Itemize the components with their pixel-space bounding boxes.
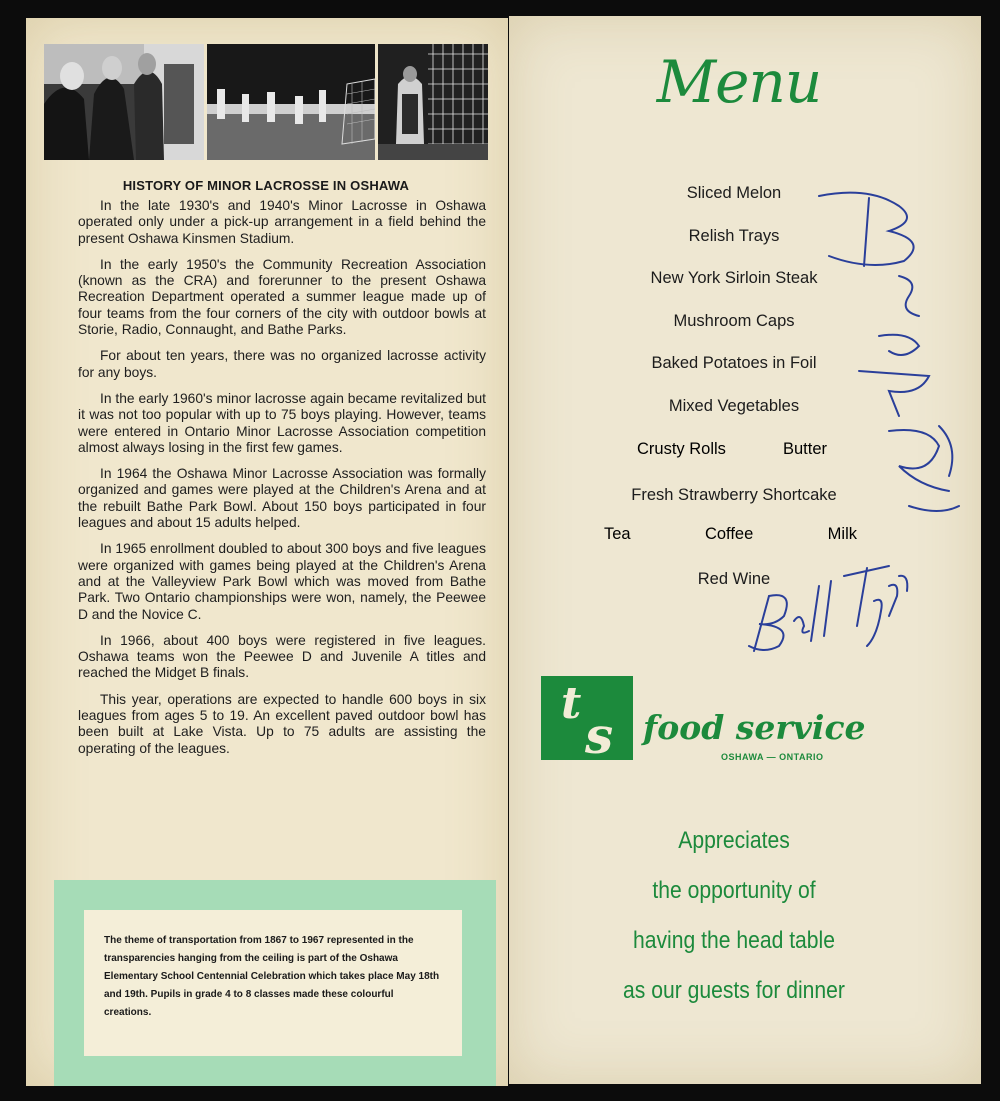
menu-item: Butter <box>782 440 827 458</box>
note-box <box>54 880 496 1086</box>
menu-item: Tea <box>604 525 631 543</box>
history-paragraph: This year, operations are expected to handle 600 boys in six leagues from ages 5 to 19. An excellent paved outdoor bowl has been built at Lake Vista. Up to 75 adults are assisting the operating of the leagues. <box>78 691 486 756</box>
history-paragraph: In 1966, about 400 boys were registered in five leagues. Oshawa teams won the Peewee D and Juvenile A titles and reached the Midget B finals. <box>78 632 486 681</box>
photo-lacrosse-boys <box>44 44 204 160</box>
history-paragraph: In 1964 the Oshawa Minor Lacrosse Association was formally organized and games were played at the Children's Arena and at the rebuilt Bathe Park Bowl. About 150 boys participated in four leagues and about 15 adults helped. <box>78 466 486 531</box>
right-panel <box>509 16 981 1084</box>
photo-goalie-net <box>378 44 488 160</box>
history-paragraph: For about ten years, there was no organized lacrosse activity for any boys. <box>78 348 486 380</box>
history-title: HISTORY OF MINOR LACROSSE IN OSHAWA <box>122 178 410 193</box>
menu-row-drinks <box>604 525 857 544</box>
appreciation-message <box>589 816 879 1016</box>
menu-item: Sliced Melon <box>686 184 782 202</box>
history-paragraph: In the early 1950's the Community Recreation Association (known as the CRA) and forerunner to the present Oshawa Recreation Department operated a summer league made up of four teams from the four corners of the city with outdoor bowls at Storie, Radio, Connaught, and Bathe Parks. <box>78 256 486 338</box>
brand-name: food service <box>643 708 866 747</box>
appreciation-line: the opportunity of <box>652 877 816 904</box>
photo-arena-game <box>207 44 375 160</box>
menu-item: Mushroom Caps <box>673 311 795 330</box>
history-paragraph: In the early 1960's minor lacrosse again became revitalized but it was not too popular with up to 75 boys playing. However, teams were entered in Ontario Minor Lacrosse Association competition almost always losing in the first few games. <box>78 390 486 455</box>
brand-location: OSHAWA — ONTARIO <box>721 752 824 762</box>
history-paragraph: In the late 1930's and 1940's Minor Lacrosse in Oshawa operated only under a pick-up arrangement in a field behind the present Oshawa Kinsmen Stadium. <box>78 198 486 246</box>
menu-item: Coffee <box>704 525 754 543</box>
menu-item: Mixed Vegetables <box>668 396 800 415</box>
history-text <box>78 198 486 767</box>
menu-item: New York Sirloin Steak <box>650 269 818 287</box>
logo-letter-s: s <box>585 706 614 765</box>
history-paragraph: In 1965 enrollment doubled to about 300 boys and five leagues were organized with games being played at the Children's Arena and at the Valleyview Park Bowl which was moved from Bathe Park. Two Ontario championships were won, namely, the Peewee D and the Novice C. <box>78 541 486 622</box>
menu-item: Crusty Rolls <box>637 440 726 458</box>
menu-row-rolls <box>637 440 827 459</box>
left-panel <box>26 18 508 1086</box>
menu-item: Fresh Strawberry Shortcake <box>631 486 837 504</box>
menu-title: Menu <box>656 48 822 116</box>
logo-letter-t: t <box>561 678 582 729</box>
note-text: The theme of transportation from 1867 to 1967 represented in the transparencies hanging from the ceiling is part of the Oshawa Elementary School Centennial Celebration which takes place May 18th and 19th. Pupils in grade 4 to 8 classes made these colourful creations. <box>84 910 462 1056</box>
menu-item: Red Wine <box>697 570 771 588</box>
menu-list <box>609 181 859 436</box>
appreciation-line: Appreciates <box>678 827 790 854</box>
appreciation-line: as our guests for dinner <box>623 977 845 1004</box>
menu-item: Relish Trays <box>688 226 780 245</box>
appreciation-line: having the head table <box>633 927 835 954</box>
menu-item: Baked Potatoes in Foil <box>651 354 817 372</box>
menu-item: Milk <box>827 525 857 543</box>
ts-logo <box>541 676 633 765</box>
photo-strip <box>44 44 488 160</box>
